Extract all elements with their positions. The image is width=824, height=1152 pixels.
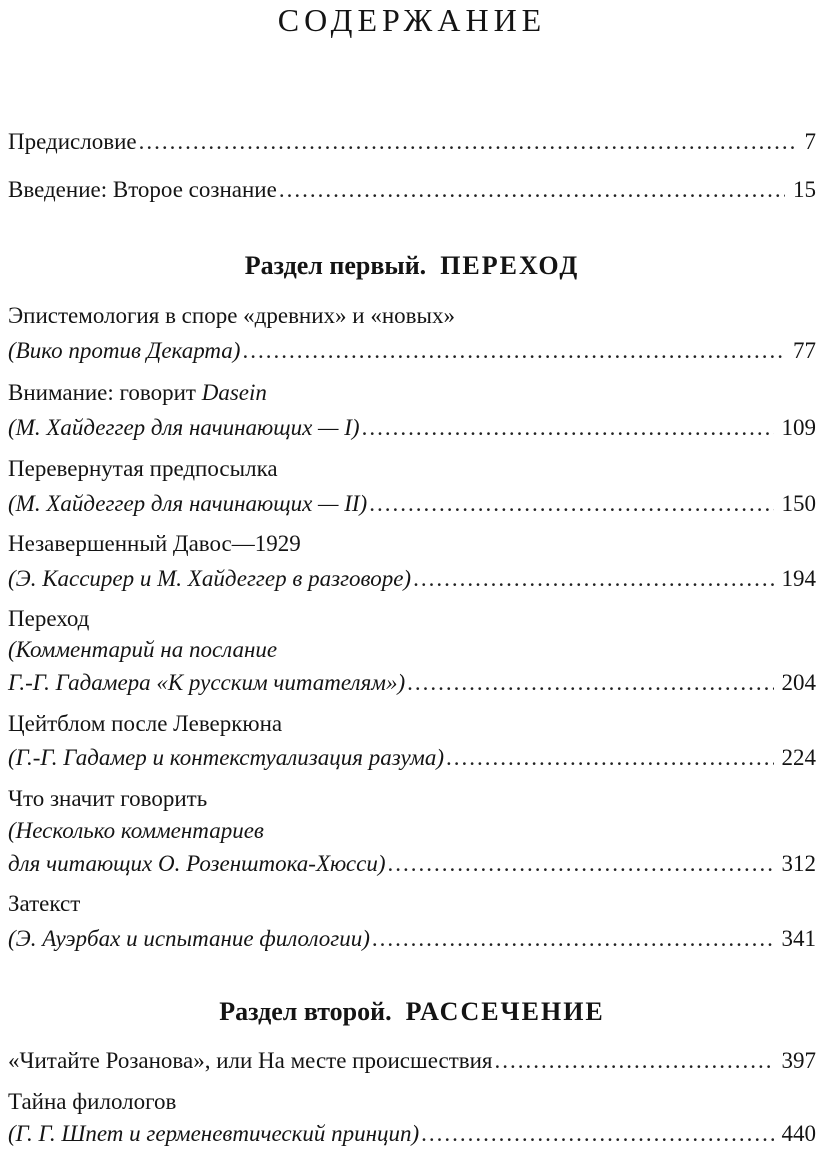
toc-entry-line — [8, 921, 816, 957]
toc-entry-line — [8, 1084, 816, 1120]
entry-title: Предисловие — [8, 129, 137, 154]
dot-leader — [372, 921, 774, 957]
page-number: 7 — [804, 129, 816, 154]
toc-entry-line — [8, 486, 816, 522]
page-number: 109 — [781, 415, 816, 440]
dot-leader — [413, 561, 773, 597]
dot-leader — [495, 1043, 774, 1079]
dot-leader — [362, 410, 774, 446]
page-title: СОДЕРЖАНИЕ — [277, 2, 547, 38]
toc-entry-line — [8, 632, 816, 668]
section-label: Раздел первый. — [244, 251, 427, 280]
toc-entry-line — [8, 740, 816, 776]
entry-subtitle: (Э. Кассирер и М. Хайдеггер в разговоре) — [8, 566, 412, 591]
entry-subtitle: (М. Хайдеггер для начинающих — I) — [8, 415, 360, 440]
toc-entry-line — [8, 813, 816, 849]
dot-leader — [369, 486, 773, 522]
entry-title: Затекст — [8, 891, 81, 916]
toc-entry-line — [8, 298, 816, 334]
entry-subtitle: для читающих О. Розенштока-Хюсси) — [8, 851, 386, 876]
section-caps: РАССЕЧЕНИЕ — [405, 997, 605, 1026]
page-number: 77 — [793, 338, 816, 363]
section-heading-1 — [0, 246, 824, 286]
toc-entry-line — [8, 526, 816, 562]
entry-title: Тайна филологов — [8, 1089, 177, 1114]
page-number: 312 — [781, 851, 816, 876]
toc-entry-line — [8, 1116, 816, 1152]
toc-entry-line — [8, 886, 816, 922]
dot-leader — [421, 1116, 773, 1152]
entry-subtitle: (Несколько комментариев — [8, 818, 264, 843]
section-heading-2 — [0, 992, 824, 1032]
toc-entry-line — [8, 375, 816, 411]
entry-title: Переход — [8, 606, 90, 631]
entry-title: Незавершенный Давос—1929 — [8, 531, 301, 556]
entry-title: «Читайте Розанова», или На месте происшествия — [8, 1048, 493, 1073]
page-number: 15 — [793, 177, 816, 202]
dot-leader — [139, 124, 797, 160]
dot-leader — [446, 740, 774, 776]
dot-leader — [242, 333, 785, 369]
page-number: 224 — [781, 745, 816, 770]
dot-leader — [387, 846, 773, 882]
entry-title: Перевернутая предпосылка — [8, 456, 278, 481]
entry-title: Эпистемология в споре «древних» и «новых» — [8, 303, 455, 328]
entry-subtitle: Г.-Г. Гадамера «К русским читателям») — [8, 670, 406, 695]
page-number: 397 — [781, 1048, 816, 1073]
entry-subtitle: (М. Хайдеггер для начинающих — II) — [8, 491, 368, 516]
toc-entry-line — [8, 665, 816, 701]
page-number: 150 — [781, 491, 816, 516]
toc-entry-line — [8, 1043, 816, 1079]
toc-entry-line — [8, 706, 816, 742]
entry-subtitle: (Э. Ауэрбах и испытание филологии) — [8, 926, 370, 951]
entry-title: Введение: Второе сознание — [8, 177, 277, 202]
entry-subtitle: (Г. Г. Шпет и герменевтический принцип) — [8, 1121, 420, 1146]
toc-entry-line — [8, 781, 816, 817]
page-number: 204 — [781, 670, 816, 695]
toc-entry-preface — [8, 124, 816, 160]
toc-entry-introduction — [8, 172, 816, 208]
toc-entry-line — [8, 333, 816, 369]
page-number: 194 — [781, 566, 816, 591]
section-label: Раздел второй. — [219, 997, 392, 1026]
entry-subtitle: (Комментарий на послание — [8, 637, 278, 662]
entry-title: Что значит говорить — [8, 786, 208, 811]
toc-entry-line — [8, 561, 816, 597]
dot-leader — [407, 665, 773, 701]
entry-subtitle: (Вико против Декарта) — [8, 338, 241, 363]
toc-entry-line — [8, 846, 816, 882]
toc-entry-line — [8, 410, 816, 446]
entry-title: Цейтблом после Леверкюна — [8, 711, 283, 736]
entry-title: Внимание: говорит Dasein — [8, 380, 267, 405]
dot-leader — [279, 172, 785, 208]
entry-subtitle: (Г.-Г. Гадамер и контекстуализация разума) — [8, 745, 444, 770]
section-caps: ПЕРЕХОД — [440, 251, 580, 280]
page-number: 440 — [781, 1121, 816, 1146]
page-number: 341 — [781, 926, 816, 951]
toc-entry-line — [8, 451, 816, 487]
